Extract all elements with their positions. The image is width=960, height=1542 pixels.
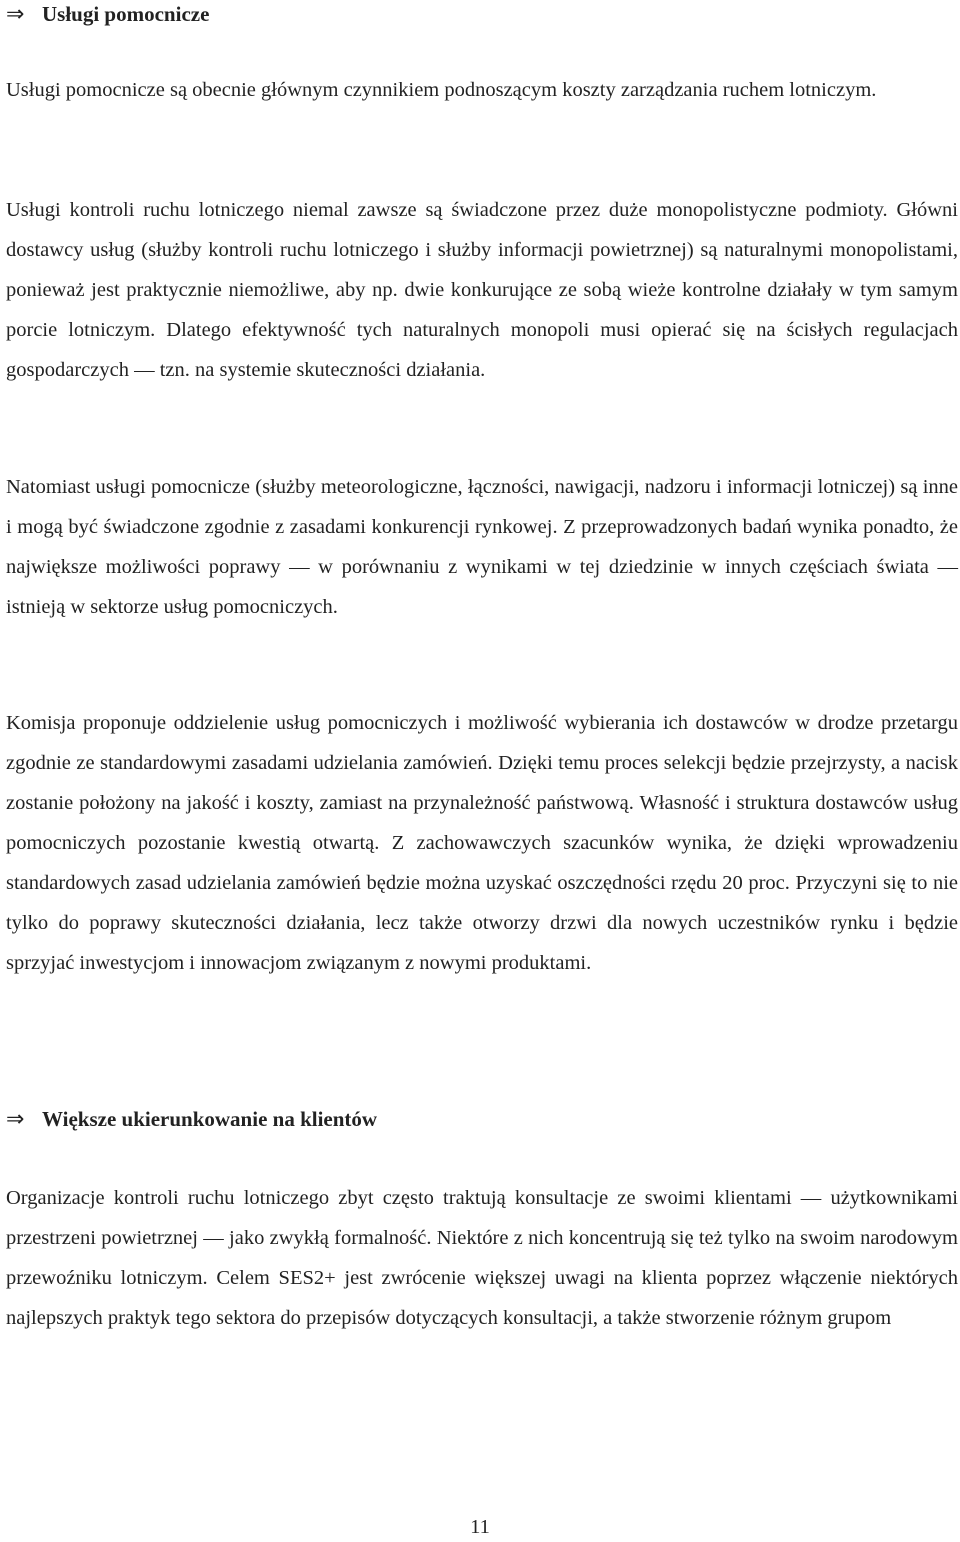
heading-text: Większe ukierunkowanie na klientów: [42, 1107, 378, 1131]
paragraph: Organizacje kontroli ruchu lotniczego zbyt często traktują konsultacje ze swoimi klientami — użytkownikami przestrzeni powietrznej — jako zwykłą formalność. Niektóre z nich koncentrują się też tylko na swoim narodowym przewoźniku lotniczym. Celem SES2+ jest zwrócenie większej uwagi na klienta poprzez włączenie niektórych najlepszych praktyk tego sektora do przepisów dotyczących konsultacji, a także stworzenie różnym grupom: [6, 1187, 958, 1329]
section-heading-customer-orientation: [6, 1105, 377, 1133]
double-arrow-right-icon: ⇒: [6, 1106, 25, 1131]
heading-text: Usługi pomocnicze: [42, 2, 210, 26]
paragraph: Komisja proponuje oddzielenie usług pomocniczych i możliwość wybierania ich dostawców w drodze przetargu zgodnie ze standardowymi zasadami udzielania zamówień. Dzięki temu proces selekcji będzie przejrzysty, a nacisk zostanie położony na jakość i koszty, zamiast na przynależność państwową. Własność i struktura dostawców usług pomocniczych pozostanie kwestią otwartą. Z zachowawczych szacunków wynika, że dzięki wprowadzeniu standardowych zasad udzielania zamówień będzie można uzyskać oszczędności rzędu 20 proc. Przyczyni się to nie tylko do poprawy skuteczności działania, lecz także otworzy drzwi dla nowych uczestników rynku i będzie sprzyjać inwestycjom i innowacjom związanym z nowymi produktami.: [6, 712, 958, 974]
double-arrow-right-icon: ⇒: [6, 1, 25, 26]
section-heading-auxiliary-services: [6, 0, 209, 28]
page-number: 11: [470, 1516, 490, 1538]
paragraph: Natomiast usługi pomocnicze (służby meteorologiczne, łączności, nawigacji, nadzoru i informacji lotniczej) są inne i mogą być świadczone zgodnie z zasadami konkurencji rynkowej. Z przeprowadzonych badań wynika ponadto, że największe możliwości poprawy — w porównaniu z wynikami w tej dziedzinie w innych częściach świata — istnieją w sektorze usług pomocniczych.: [6, 476, 958, 618]
paragraph: Usługi kontroli ruchu lotniczego niemal zawsze są świadczone przez duże monopolistyczne podmioty. Główni dostawcy usług (służby kontroli ruchu lotniczego i służby informacji powietrznej) są naturalnymi monopolistami, ponieważ jest praktycznie niemożliwe, aby np. dwie konkurujące ze sobą wieże kontrolne działały w tym samym porcie lotniczym. Dlatego efektywność tych naturalnych monopoli musi opierać się na ścisłych regulacjach gospodarczych — tzn. na systemie skuteczności działania.: [6, 199, 958, 381]
paragraph: Usługi pomocnicze są obecnie głównym czynnikiem podnoszącym koszty zarządzania ruchem lotniczym.: [6, 79, 877, 101]
